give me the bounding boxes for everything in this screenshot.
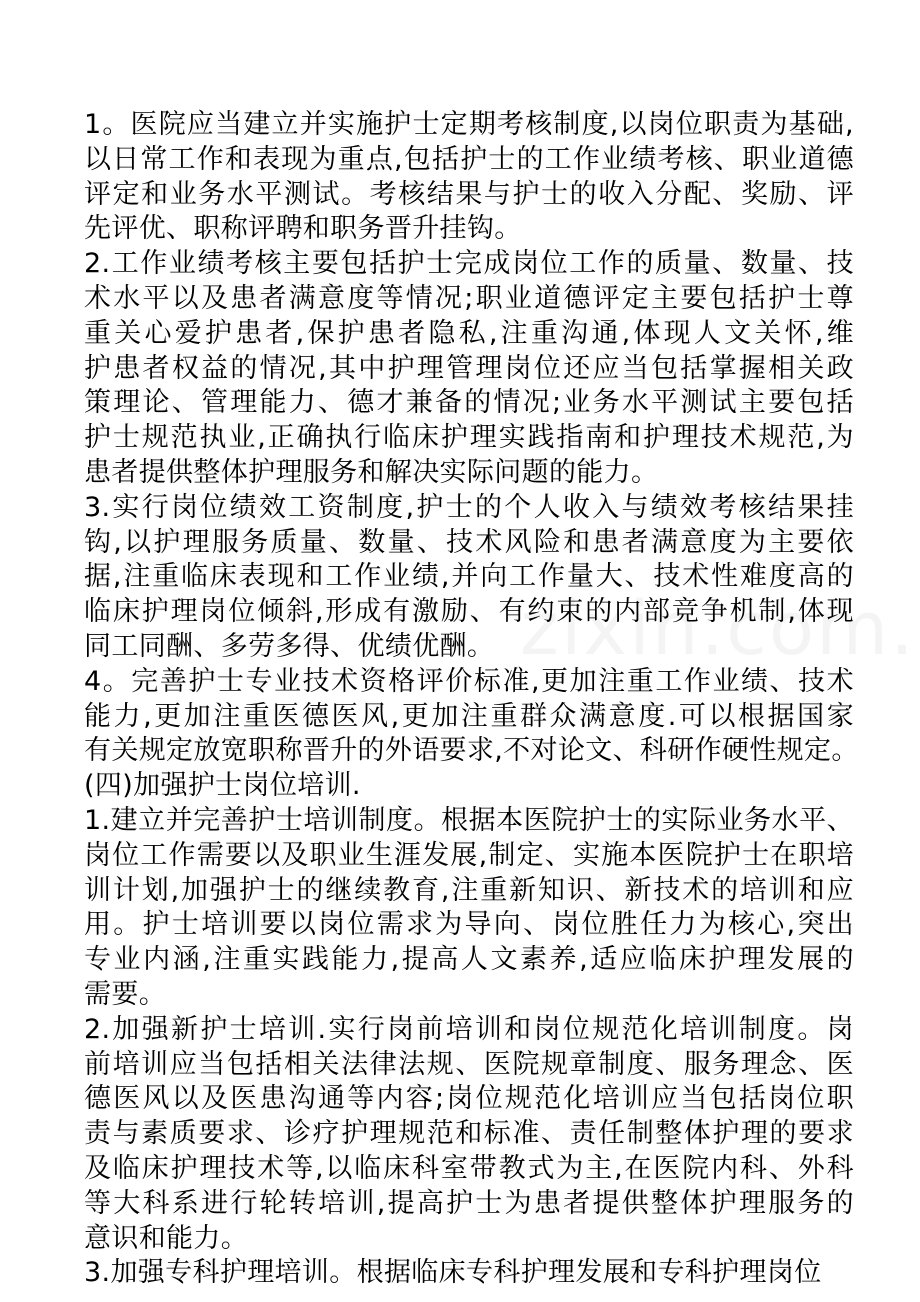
text-line: 2.加强新护士培训.实行岗前培训和岗位规范化培训制度。岗: [84, 1013, 854, 1045]
text-line: 需要。: [84, 978, 167, 1010]
text-line: 术水平以及患者满意度等情况;职业道德评定主要包括护士尊: [84, 282, 854, 314]
text-line: 用。护士培训要以岗位需求为导向、岗位胜任力为核心,突出: [84, 909, 854, 941]
text-line: 意识和能力。: [84, 1222, 249, 1254]
text-line: 4。完善护士专业技术资格评价标准,更加注重工作业绩、技术: [84, 665, 854, 697]
text-line: 先评优、职称评聘和职务晋升挂钩。: [84, 213, 522, 245]
text-line: 护士规范执业,正确执行临床护理实践指南和护理技术规范,为: [84, 422, 854, 454]
text-line: 据,注重临床表现和工作业绩,并向工作量大、技术性难度高的: [84, 561, 854, 593]
text-line: 以日常工作和表现为重点,包括护士的工作业绩考核、职业道德: [84, 143, 854, 175]
text-line: 岗位工作需要以及职业生涯发展,制定、实施本医院护士在职培: [84, 839, 854, 871]
text-line: 1。医院应当建立并实施护士定期考核制度,以岗位职责为基础,: [84, 109, 854, 140]
text-line: 钩,以护理服务质量、数量、技术风险和患者满意度为主要依: [84, 526, 854, 558]
document-body: [84, 108, 859, 1291]
text-line: 训计划,加强护士的继续教育,注重新知识、新技术的培训和应: [84, 874, 854, 906]
text-line: 评定和业务水平测试。考核结果与护士的收入分配、奖励、评: [84, 178, 854, 210]
text-line: 及临床护理技术等,以临床科室带教式为主,在医院内科、外科: [84, 1152, 854, 1184]
text-line: 同工同酬、多劳多得、优绩优酬。: [84, 630, 495, 662]
text-line: 3.加强专科护理培训。根据临床专科护理发展和专科护理岗位: [84, 1257, 822, 1289]
text-line: 临床护理岗位倾斜,形成有激励、有约束的内部竞争机制,体现: [84, 596, 854, 628]
text-line: 1.建立并完善护士培训制度。根据本医院护士的实际业务水平、: [84, 804, 854, 836]
text-line: 前培训应当包括相关法律法规、医院规章制度、服务理念、医: [84, 1048, 854, 1080]
text-line: (四)加强护士岗位培训.: [84, 770, 361, 802]
text-line: 等大科系进行轮转培训,提高护士为患者提供整体护理服务的: [84, 1187, 854, 1219]
text-line: 德医风以及医患沟通等内容;岗位规范化培训应当包括岗位职: [84, 1083, 854, 1115]
text-line: 3.实行岗位绩效工资制度,护士的个人收入与绩效考核结果挂: [84, 491, 854, 523]
text-line: 专业内涵,注重实践能力,提高人文素养,适应临床护理发展的: [84, 944, 854, 976]
text-line: 重关心爱护患者,保护患者隐私,注重沟通,体现人文关怀,维: [84, 317, 854, 349]
text-line: 策理论、管理能力、德才兼备的情况;业务水平测试主要包括: [84, 387, 854, 419]
text-line: 2.工作业绩考核主要包括护士完成岗位工作的质量、数量、技: [84, 248, 854, 280]
text-line: 责与素质要求、诊疗护理规范和标准、责任制整体护理的要求: [84, 1118, 854, 1150]
text-line: 能力,更加注重医德医风,更加注重群众满意度.可以根据国家: [84, 700, 854, 732]
text-line: 护患者权益的情况,其中护理管理岗位还应当包括掌握相关政: [84, 352, 854, 384]
text-line: 患者提供整体护理服务和解决实际问题的能力。: [84, 456, 659, 488]
text-line: 有关规定放宽职称晋升的外语要求,不对论文、科研作硬性规定。: [84, 735, 859, 767]
